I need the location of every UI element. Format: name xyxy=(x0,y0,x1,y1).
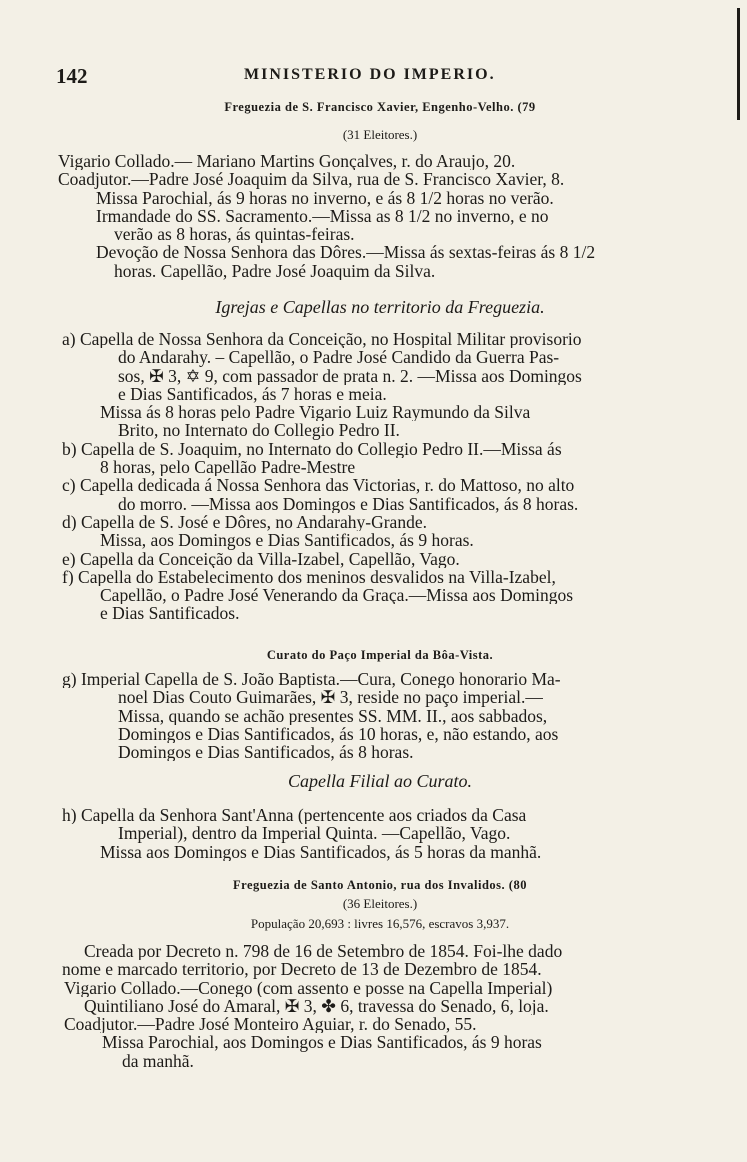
text-line: Missa, quando se achão presentes SS. MM. II., aos sabbados, xyxy=(118,706,548,725)
text-line: h) Capella da Senhora Sant'Anna (pertencente aos criados da Casa xyxy=(62,806,527,825)
freguezia1-eleitores: (31 Eleitores.) xyxy=(342,127,418,142)
text-line: Creada por Decreto n. 798 de 16 de Setembro de 1854. Foi-lhe dado xyxy=(84,942,563,961)
text-line: Missa aos Domingos e Dias Santificados, ás 5 horas da manhã. xyxy=(100,842,542,861)
text-line: nome e marcado territorio, por Decreto de 13 de Dezembro de 1854. xyxy=(62,960,542,979)
text-line: verão as 8 horas, ás quintas-feiras. xyxy=(114,225,355,244)
text-line: Domingos e Dias Santificados, ás 8 horas. xyxy=(118,743,414,762)
igrejas-body xyxy=(62,330,702,623)
text-line: d) Capella de S. José e Dôres, no Andarahy-Grande. xyxy=(62,512,427,532)
capella-filial-heading: Capella Filial ao Curato. xyxy=(287,771,472,791)
text-line: Capellão, o Padre José Venerando da Graça.—Missa aos Domingos xyxy=(100,586,574,605)
text-line: do Andarahy. – Capellão, o Padre José Candido da Guerra Pas- xyxy=(118,348,560,367)
igrejas-heading: Igrejas e Capellas no territorio da Freguezia. xyxy=(215,297,545,317)
margin-rule xyxy=(737,8,740,120)
text-line: Missa Parochial, aos Domingos e Dias Santificados, ás 9 horas xyxy=(102,1033,542,1052)
text-line: Vigario Collado.— Mariano Martins Gonçalves, r. do Araujo, 20. xyxy=(58,152,516,171)
text-line: e) Capella da Conceição da Villa-Izabel, Capellão, Vago. xyxy=(62,549,460,568)
text-line: Coadjutor.—Padre José Joaquim da Silva, rua de S. Francisco Xavier, 8. xyxy=(58,170,565,189)
text-line: c) Capella dedicada á Nossa Senhora das Victorias, r. do Mattoso, no alto xyxy=(62,476,575,495)
freguezia2-title: Freguezia de Santo Antonio, rua dos Invalidos. (80 xyxy=(233,878,527,892)
running-title: MINISTERIO DO IMPERIO. xyxy=(244,66,496,83)
text-line: g) Imperial Capella de S. João Baptista.—Cura, Conego honorario Ma- xyxy=(62,670,561,689)
text-line: Quintiliano José do Amaral, ✠ 3, ✤ 6, travessa do Senado, 6, loja. xyxy=(84,996,549,1016)
text-line: a) Capella de Nossa Senhora da Conceição, no Hospital Militar provisorio xyxy=(62,330,582,349)
text-line: noel Dias Couto Guimarães, ✠ 3, reside no paço imperial.— xyxy=(118,688,543,707)
text-line: Missa, aos Domingos e Dias Santificados, ás 9 horas. xyxy=(100,531,474,550)
text-line: da manhã. xyxy=(122,1051,194,1071)
text-line: Coadjutor.—Padre José Monteiro Aguiar, r. do Senado, 55. xyxy=(64,1015,477,1034)
text-line: e Dias Santificados. xyxy=(100,604,240,623)
text-line: Irmandade do SS. Sacramento.—Missa as 8 1/2 no inverno, e no xyxy=(96,206,549,226)
text-line: Imperial), dentro da Imperial Quinta. —Capellão, Vago. xyxy=(118,824,511,843)
curato-title: Curato do Paço Imperial da Bôa-Vista. xyxy=(266,648,494,662)
text-line: 8 horas, pelo Capellão Padre-Mestre xyxy=(100,458,356,477)
page-number: 142 xyxy=(56,64,88,88)
text-line: Missa Parochial, ás 9 horas no inverno, e ás 8 1/2 horas no verão. xyxy=(96,188,554,207)
text-line: do morro. —Missa aos Domingos e Dias Santificados, ás 8 horas. xyxy=(118,494,579,513)
freguezia1-body xyxy=(58,152,698,280)
text-line: horas. Capellão, Padre José Joaquim da Silva. xyxy=(114,261,436,281)
text-line: e Dias Santificados, ás 7 horas e meia. xyxy=(118,384,387,404)
text-line: Vigario Collado.—Conego (com assento e posse na Capella Imperial) xyxy=(64,978,553,997)
freguezia2-populacao: População 20,693 : livres 16,576, escravos 3,937. xyxy=(250,916,510,931)
freguezia2-eleitores: (36 Eleitores.) xyxy=(342,896,418,911)
page-header xyxy=(56,64,696,88)
capella-filial-body xyxy=(62,806,702,861)
text-line: sos, ✠ 3, ✡ 9, com passador de prata n. 2. —Missa aos Domingos xyxy=(118,366,582,385)
freguezia1-title: Freguezia de S. Francisco Xavier, Engenho-Velho. (79 xyxy=(224,100,536,114)
text-line: Missa ás 8 horas pelo Padre Vigario Luiz Raymundo da Silva xyxy=(100,403,531,422)
text-line: b) Capella de S. Joaquim, no Internato do Collegio Pedro II.—Missa ás xyxy=(62,439,562,459)
freguezia2-body xyxy=(62,942,702,1070)
text-line: Devoção de Nossa Senhora das Dôres.—Missa ás sextas-feiras ás 8 1/2 xyxy=(96,243,596,262)
text-line: Domingos e Dias Santificados, ás 10 horas, e, não estando, aos xyxy=(118,724,559,744)
text-line: Brito, no Internato do Collegio Pedro II. xyxy=(118,421,400,440)
text-line: f) Capella do Estabelecimento dos meninos desvalidos na Villa-Izabel, xyxy=(62,567,556,587)
curato-body xyxy=(62,670,702,761)
